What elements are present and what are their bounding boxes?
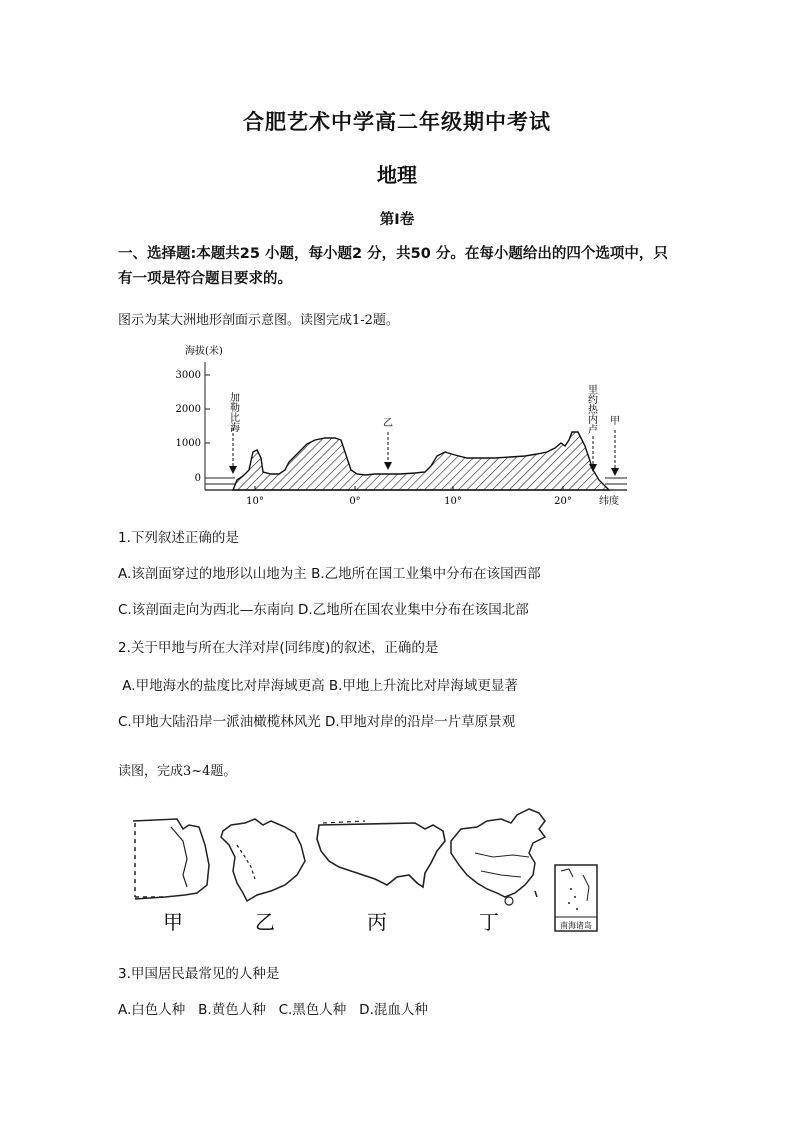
terrain-profile xyxy=(233,432,609,490)
question-2-options-cd: C.甲地大陆沿岸一派油橄榄林风光 D.甲地对岸的沿岸一片草原景观 xyxy=(118,714,516,730)
y-tick-2000: 2000 xyxy=(175,404,201,415)
y-tick-0: 0 xyxy=(194,473,201,484)
inset-label: 南海诸岛 xyxy=(560,921,592,930)
arrow-yi xyxy=(384,462,392,470)
label-rio: 里约热内卢 xyxy=(585,384,597,434)
map-bing xyxy=(317,821,445,887)
question-1-stem: 1.下列叙述正确的是 xyxy=(118,530,239,546)
map-label-ding: 丁 xyxy=(479,910,499,934)
question-1-options-ab: A.该剖面穿过的地形以山地为主 B.乙地所在国工业集中分布在该国西部 xyxy=(118,566,541,582)
map-yi xyxy=(221,819,305,901)
x-tick-10s: 10° xyxy=(444,496,462,507)
map-label-yi: 乙 xyxy=(255,910,275,934)
volume-label: 第Ⅰ卷 xyxy=(379,212,415,228)
arrow-jia xyxy=(611,468,619,476)
y-tick-1000: 1000 xyxy=(175,438,201,449)
exam-title: 合肥艺术中学高二年级期中考试 xyxy=(243,110,551,134)
question-3-options: A.白色人种 B.黄色人种 C.黑色人种 D.混血人种 xyxy=(118,1002,428,1018)
terrain-profile-figure xyxy=(175,340,635,510)
question-2-options-ab: A.甲地海水的盐度比对岸海域更高 B.甲地上升流比对岸海域更显著 xyxy=(118,678,518,694)
x-tick-0: 0° xyxy=(349,496,361,507)
map-ding xyxy=(451,809,545,905)
section-instructions: 一、选择题:本题共25 小题，每小题2 分，共50 分。在每小题给出的四个选项中，只有一项是符合题目要求的。 xyxy=(118,246,668,287)
x-axis-label: 纬度 xyxy=(599,496,619,507)
question-1-options-cd: C.该剖面走向为西北—东南向 D.乙地所在国农业集中分布在该国北部 xyxy=(118,602,529,618)
question-2-stem: 2.关于甲地与所在大洋对岸(同纬度)的叙述，正确的是 xyxy=(118,640,439,656)
map-label-jia: 甲 xyxy=(163,910,183,934)
label-yi: 乙 xyxy=(383,418,393,429)
map-label-bing: 丙 xyxy=(367,910,387,934)
arrow-caribbean xyxy=(229,466,237,474)
y-axis-label: 海拔(米) xyxy=(185,346,223,357)
label-caribbean: 加勒比海 xyxy=(227,392,239,432)
subject-title: 地理 xyxy=(377,163,417,187)
x-tick-20s: 20° xyxy=(554,496,572,507)
question-3-stem: 3.甲国居民最常见的人种是 xyxy=(118,966,280,982)
x-tick-10n: 10° xyxy=(246,496,264,507)
intro-questions-3-4: 读图，完成3~4题。 xyxy=(118,764,237,779)
y-tick-3000: 3000 xyxy=(175,370,201,381)
country-maps-figure xyxy=(125,805,605,940)
map-jia xyxy=(133,819,209,899)
intro-questions-1-2: 图示为某大洲地形剖面示意图。读图完成1-2题。 xyxy=(118,313,399,328)
label-jia: 甲 xyxy=(610,416,620,427)
